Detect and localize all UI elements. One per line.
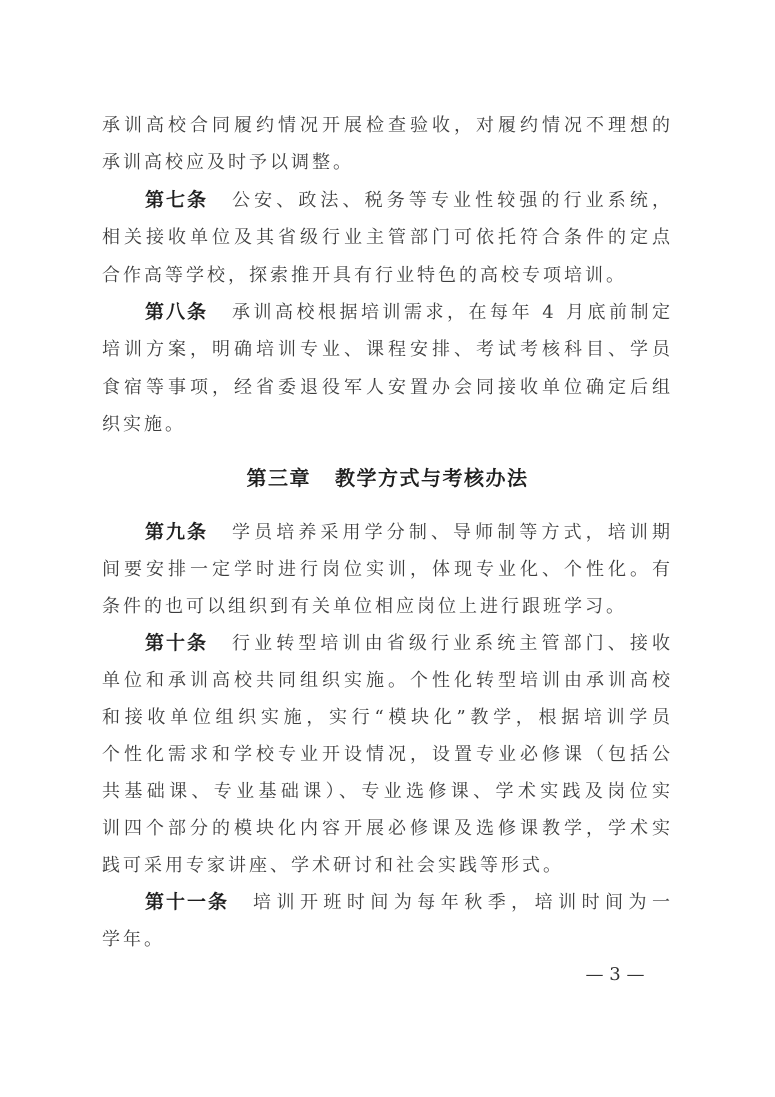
chapter-title: 教学方式与考核办法 <box>335 466 529 490</box>
chapter-heading <box>0 462 775 494</box>
text-line: 行业转型培训由省级行业系统主管部门、接收 <box>232 633 673 654</box>
article-9-line <box>102 514 673 551</box>
text-line: 个性化需求和学校专业开设情况，设置专业必修课（包括公 <box>102 744 673 765</box>
text-line: 和接收单位组织实施，实行“模块化”教学，根据培训学员 <box>102 707 673 728</box>
text-line: 间要安排一定学时进行岗位实训，体现专业化、个性化。有 <box>102 559 673 580</box>
text-line: 培训开班时间为每年秋季，培训时间为一 <box>253 892 673 913</box>
article-label: 第十条 <box>145 632 209 654</box>
article-label: 第十一条 <box>145 891 230 913</box>
page-number: — 3 — <box>585 964 645 985</box>
article-10-line <box>102 625 673 662</box>
body-text-part-2 <box>102 514 673 958</box>
text-line: 条件的也可以组织到有关单位相应岗位上进行跟班学习。 <box>102 596 627 617</box>
article-label: 第八条 <box>145 300 209 323</box>
text-line: 承训高校根据培训需求，在每年 4 月底前制定 <box>232 301 673 323</box>
article-11-line <box>102 884 673 921</box>
article-8-line <box>102 294 673 331</box>
text-line: 共基础课、专业基础课）、专业选修课、学术实践及岗位实 <box>102 781 673 802</box>
text-line: 单位和承训高校共同组织实施。个性化转型培训由承训高校 <box>102 670 673 691</box>
article-label: 第七条 <box>145 188 209 211</box>
text-line: 公安、政法、税务等专业性较强的行业系统， <box>232 189 673 211</box>
body-text-part-1 <box>102 107 673 444</box>
text-line: 合作高等学校，探索推开具有行业特色的高校专项培训。 <box>102 264 627 286</box>
text-line: 承训高校应及时予以调整。 <box>102 152 354 174</box>
text-line: 训四个部分的模块化内容开展必修课及选修课教学，学术实 <box>102 818 673 839</box>
text-line: 培训方案，明确培训专业、课程安排、考试考核科目、学员 <box>102 339 673 361</box>
chapter-number: 第三章 <box>246 466 311 490</box>
text-line: 承训高校合同履约情况开展检查验收，对履约情况不理想的 <box>102 115 673 136</box>
text-line: 相关接收单位及其省级行业主管部门可依托符合条件的定点 <box>102 227 673 249</box>
article-label: 第九条 <box>145 521 209 543</box>
text-line: 织实施。 <box>102 414 186 436</box>
text-line: 学员培养采用学分制、导师制等方式，培训期 <box>232 522 673 543</box>
text-line: 学年。 <box>102 929 165 950</box>
text-line: 践可采用专家讲座、学术研讨和社会实践等形式。 <box>102 855 564 876</box>
article-7-line <box>102 182 673 219</box>
text-line: 食宿等事项，经省委退役军人安置办会同接收单位确定后组 <box>102 376 673 398</box>
